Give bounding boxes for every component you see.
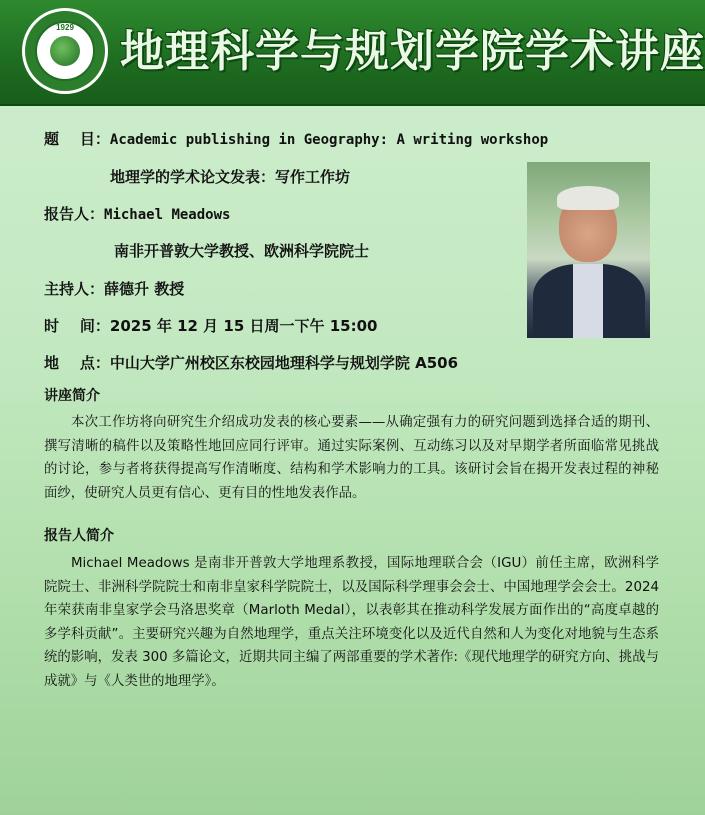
intro-text: 本次工作坊将向研究生介绍成功发表的核心要素——从确定强有力的研究问题到选择合适的期刊、撰写清晰的稿件以及策略性地回应同行评审。通过实际案例、互动练习以及对早期学者所面临常见挑战的讨论，参与者将获得提高写作清晰度、结构和学术影响力的工具。该研讨会旨在揭开发表过程的神秘面纱，使研究人员更有信心、更有目的性地发表作品。 (44, 415, 659, 501)
speaker-name: Michael Meadows (104, 207, 231, 223)
logo-year: 1929 (56, 23, 74, 32)
header-banner (0, 0, 705, 106)
host-row (44, 279, 184, 299)
school-logo (22, 8, 108, 94)
time-value: 2025 年 12 月 15 日周一下午 15:00 (109, 317, 378, 335)
host-name: 薛德升 教授 (104, 280, 185, 298)
topic-chinese: 地理学的学术论文发表：写作工作坊 (110, 168, 351, 186)
place-row (44, 353, 458, 373)
logo-emblem (35, 21, 95, 81)
time-label: 时 间： (44, 317, 110, 335)
speaker-title: 南非开普敦大学教授、欧洲科学院院士 (114, 242, 370, 260)
time-row (44, 316, 377, 336)
speaker-photo (527, 162, 650, 338)
bio-text: Michael Meadows 是南非开普敦大学地理系教授，国际地理联合会（IGU）前任主席，欧洲科学院院士、非洲科学院院士和南非皇家科学院院士，以及国际科学理事会会士、中国地理学会会士。2024 年荣获南非皇家学会马洛思奖章（Marloth Medal），以表彰其在推动科学发展方面作出的“高度卓越的多学科贡献”。主要研究兴趣为自然地理学，重点关注环境变化以及近代自然和人为变化对地貌与生态系统的影响，发表 300 多篇论文，近期共同主编了两部重要的学术著作:《现代地理学的研究方向、挑战与成就》与《人类世的地理学》。 (44, 556, 659, 689)
globe-icon (50, 36, 80, 66)
place-label: 地 点： (44, 354, 110, 372)
place-value: 中山大学广州校区东校园地理科学与规划学院 A506 (109, 354, 459, 372)
photo-hair (557, 186, 619, 210)
topic-label: 题 目： (44, 130, 110, 148)
topic-row (44, 129, 548, 150)
bio-heading: 报告人简介 (44, 528, 114, 544)
page-title: 地理科学与规划学院学术讲座 (120, 26, 705, 77)
photo-shirt (573, 264, 603, 338)
host-label: 主持人： (44, 280, 105, 298)
speaker-row (44, 204, 230, 225)
speaker-label: 报告人： (44, 205, 105, 223)
intro-heading: 讲座简介 (44, 388, 100, 404)
topic-english: Academic publishing in Geography: A writing workshop (109, 132, 549, 148)
